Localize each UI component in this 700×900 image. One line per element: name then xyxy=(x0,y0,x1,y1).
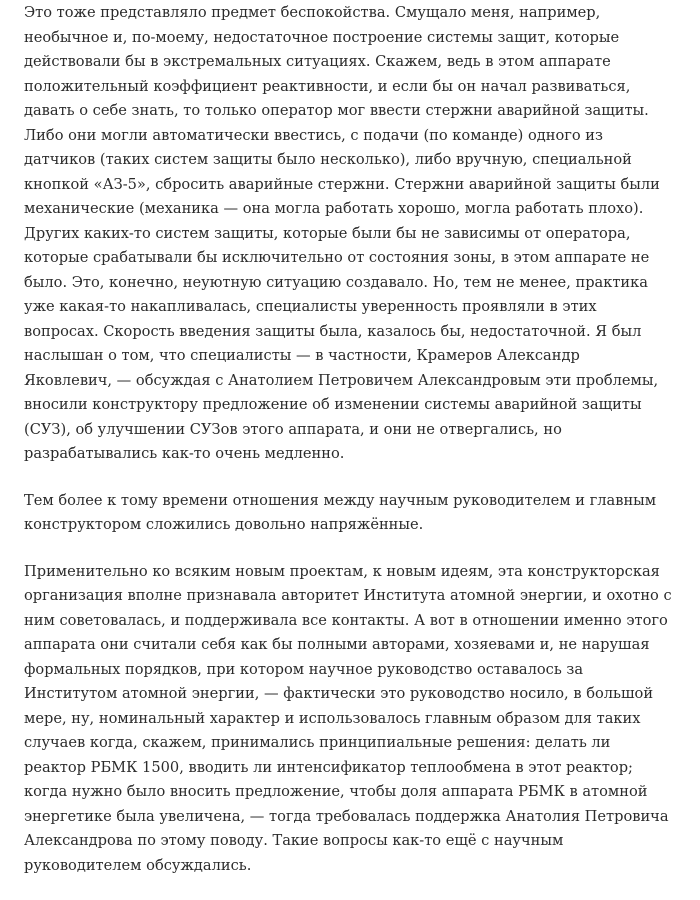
paragraph: Это тоже представляло предмет беспокойства. Смущало меня, например, необычное и, по-моему, недостаточное построение системы защит, которые действовали бы в экстремальных ситуациях. Скажем, ведь в этом аппарате положительный коэффициент реактивности, и если бы он начал развиваться, давать о себе знать, то только оператор мог ввести стержни аварийной защиты. Либо они могли автоматически ввестись, с подачи (по команде) одного из датчиков (таких систем защиты было несколько), либо вручную, специальной кнопкой «АЗ-5», сбросить аварийные стержни. Стержни аварийной защиты были механические (механика — она могла работать хорошо, могла работать плохо). Других каких-то систем защиты, которые были бы не зависимы от оператора, которые срабатывали бы исключительно от состояния зоны, в этом аппарате не было. Это, конечно, неуютную ситуацию создавало. Но, тем не менее, практика уже какая-то накапливалась, специалисты уверенность проявляли в этих вопросах. Скорость введения защиты была, казалось бы, недостаточной. Я был наслышан о том, что специалисты — в частности, Крамеров Александр Яковлевич, — обсуждая с Анатолием Петровичем Александровым эти проблемы, вносили конструктору предложение об изменении системы аварийной защиты (СУЗ), об улучшении СУЗов этого аппарата, и они не отвергались, но разрабатывались как-то очень медленно. xyxy=(24,4,660,462)
paragraph: Применительно ко всяким новым проектам, к новым идеям, эта конструкторская организация вполне признавала авторитет Института атомной энергии, и охотно с ним советовалась, и поддерживала все контакты. А вот в отношении именно этого аппарата они считали себя как бы полными авторами, хозяевами и, не нарушая формальных порядков, при котором научное руководство оставалось за Институтом атомной энергии, — фактически это руководство носило, в большой мере, ну, номинальный характер и использовалось главным образом для таких случаев когда, скажем, принимались принципиальные решения: делать ли реактор РБМК 1500, вводить ли интенсификатор теплообмена в этот реактор; когда нужно было вносить предложение, чтобы доля аппарата РБМК в атомной энергетике была увеличена, — тогда требовалась поддержка Анатолия Петровича Александрова по этому поводу. Такие вопросы как-то ещё с научным руководителем обсуждались. xyxy=(24,562,672,874)
paragraph: Тем более к тому времени отношения между научным руководителем и главным конструктором сложились довольно напряжённые. xyxy=(24,491,657,533)
article-body xyxy=(24,0,672,900)
